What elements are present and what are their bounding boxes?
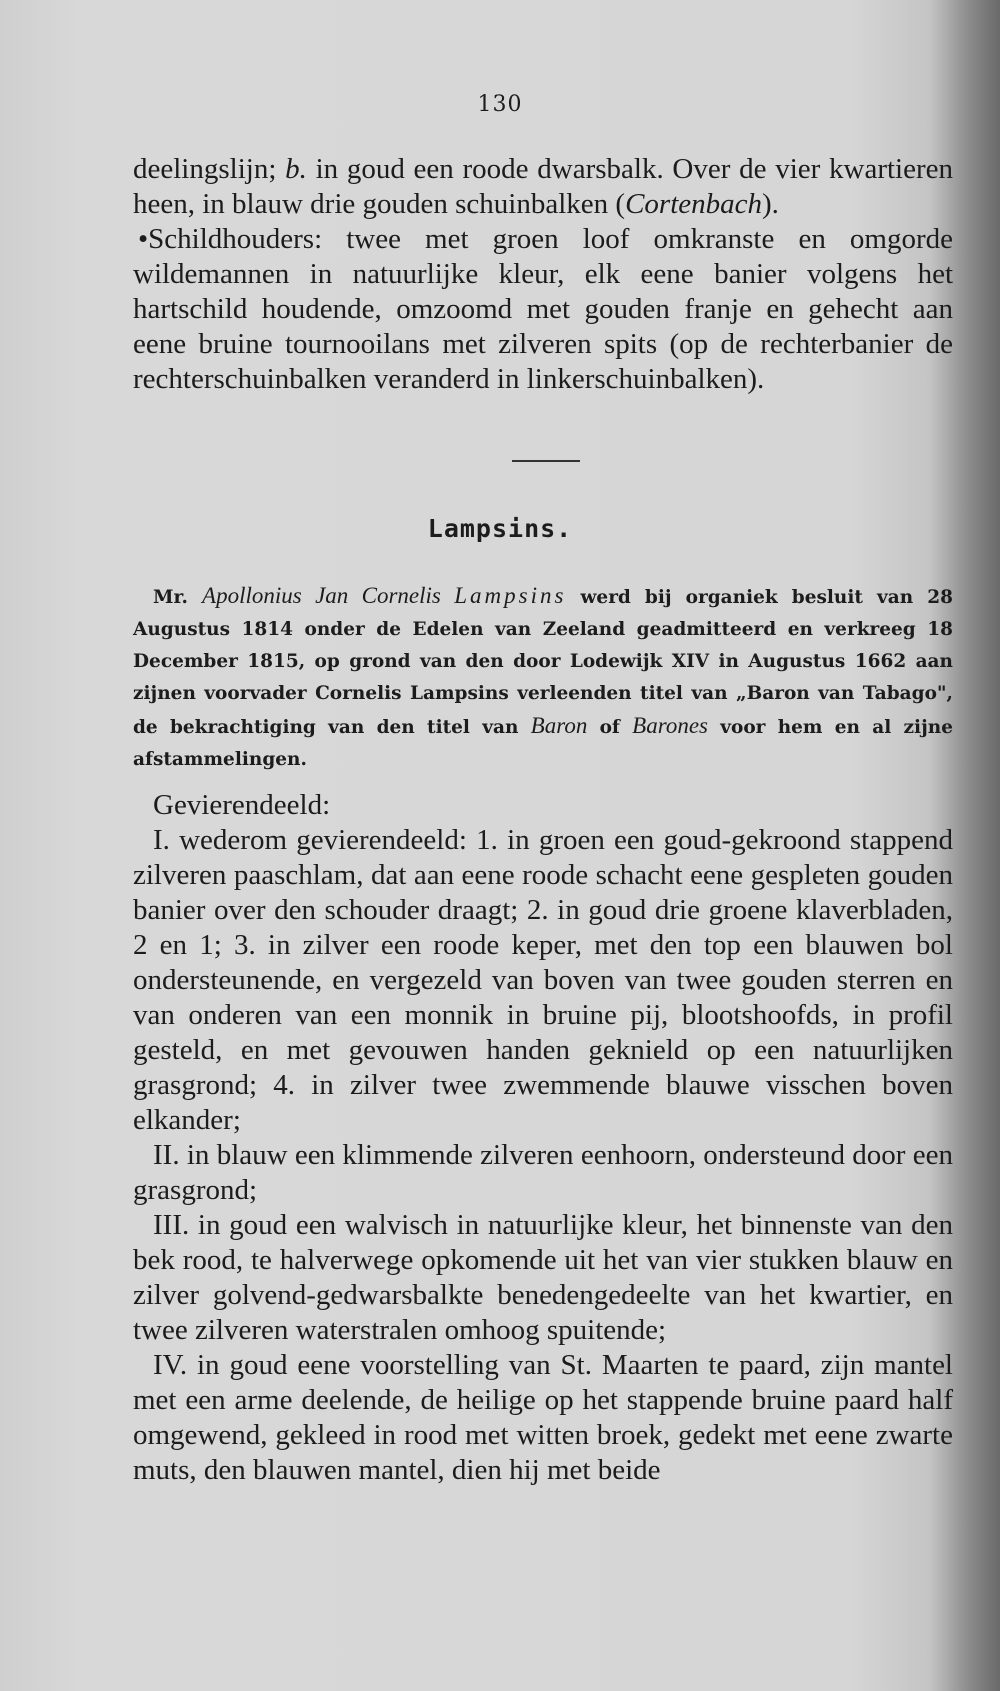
italic-run: Cortenbach (625, 188, 762, 220)
text-run: Mr. (153, 587, 203, 608)
quarter-III: III. in goud een walvisch in natuurlijke kleur, het binnenste van den bek rood, te halverwege opkomende uit het van vier stukken blauw en zilver golvend-gedwarsbalkte benedengedeelte van het kwartier, en twee zilveren waterstralen omhoog spuitende; (133, 1209, 953, 1346)
text-run: voor hem en al zijne afstammelingen. (133, 717, 953, 770)
quarter-IV: IV. in goud eene voorstelling van St. Maarten te paard, zijn mantel met een arme deelende, de heilige op het stappende bruine paard half omgewend, gekleed in rood met witten broek, gedekt met eene zwarte muts, den blauwen mantel, dien hij met beide (133, 1349, 953, 1486)
quarter-I: I. wederom gevierendeeld: 1. in groen een goud-gekroond stappend zilveren paaschlam, dat aan eene roode schacht eene gespleten gouden banier over den schouder draagt; 2. in goud drie groene klaverbladen, 2 en 1; 3. in zilver een roode keper, met den top een blauwen bol ondersteunende, en vergezeld van boven van twee gouden sterren en van onderen van een monnik in bruine pij, blootshoofds, in profil gesteld, en met gevouwen handen geknield op een natuurlijken grasgrond; 4. in zilver twee zwemmende blauwe visschen boven elkander; (133, 824, 953, 1136)
paragraph-deelingslijn (133, 152, 953, 222)
intro-text (133, 580, 953, 776)
quarter-II: II. in blauw een klimmende zilveren eenhoorn, ondersteund door een grasgrond; (133, 1139, 953, 1206)
paragraph-schildhouders: •Schildhouders: twee met groen loof omkranste en omgorde wildemannen in natuurlijke kleur, elk eene banier volgens het hartschild houdende, omzoomd met gouden franje en gehecht aan eene bruine tournooilans met zilveren spits (op de rechterbanier de rechterschuinbalken veranderd in linkerschuinbalken). (133, 223, 953, 395)
text-run: ). (762, 188, 779, 220)
text-run: of (587, 717, 633, 738)
italic-run: b. (285, 153, 307, 185)
page-number: 130 (477, 92, 523, 117)
title-barones: Barones (632, 713, 708, 738)
section-title: Lampsins. (427, 514, 573, 543)
text-run: deelingslijn; (133, 153, 286, 185)
person-surname: Lampsins (454, 583, 567, 608)
blazon-block (133, 788, 953, 1488)
blazon-heading: Gevierendeeld: (153, 789, 331, 821)
text-run: werd bij organiek besluit van 28 Augustus 1814 onder de Edelen van Zeeland geadmitteerd en verkreeg 18 December 1815, op grond van den door Lodewijk XIV in Augustus 1662 aan zijnen voorvader Cornelis Lampsins verleenden titel van „Baron van Tabago", de bekrachtiging van den titel van (133, 587, 953, 738)
top-block (133, 152, 953, 397)
text-run: in goud een roode dwarsbalk. Over de vier kwartieren heen, in blauw drie gouden schuinbalken ( (133, 153, 953, 220)
intro-paragraph (133, 580, 953, 776)
title-baron: Baron (530, 713, 588, 738)
person-name: Apollonius Jan Cornelis (202, 583, 455, 608)
separator-rule (512, 460, 580, 462)
